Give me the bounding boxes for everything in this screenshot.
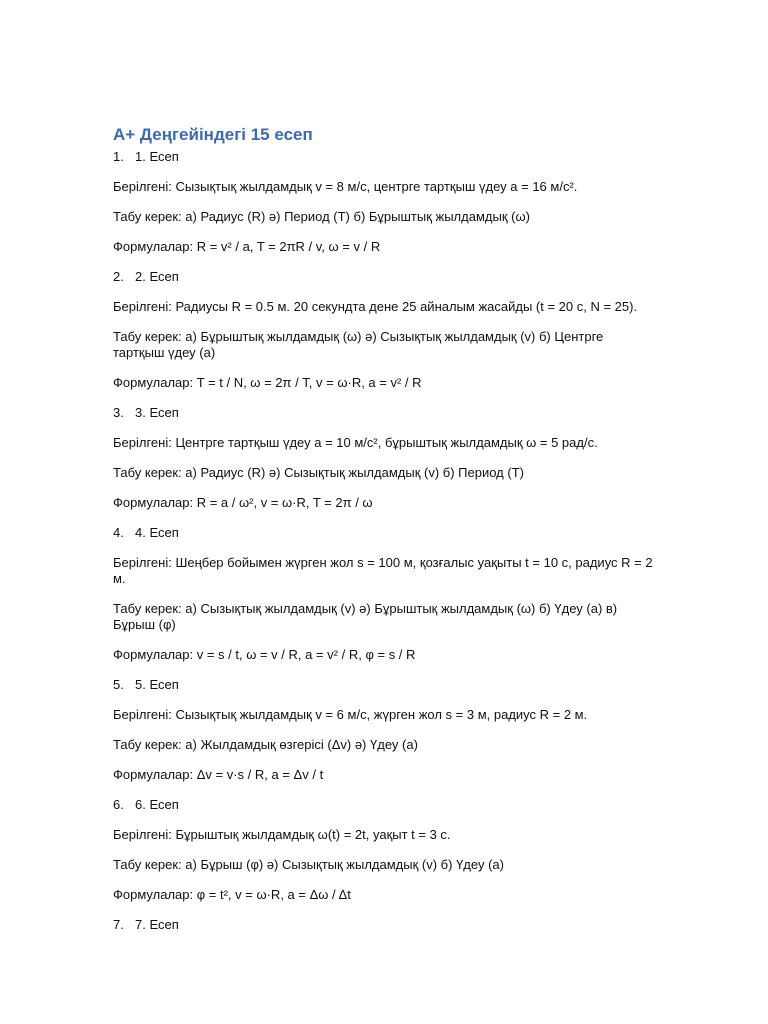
problem-heading-text: 4. Есеп bbox=[135, 525, 179, 540]
problem-6 bbox=[113, 797, 658, 903]
problem-heading bbox=[113, 917, 658, 933]
list-number: 5. bbox=[113, 677, 124, 692]
problem-heading bbox=[113, 269, 658, 285]
problem-heading-text: 2. Есеп bbox=[135, 269, 179, 284]
find-text: Табу керек: а) Бұрыш (φ) ә) Сызықтық жылдамдық (v) б) Үдеу (a) bbox=[113, 857, 504, 872]
list-number: 4. bbox=[113, 525, 124, 540]
problem-heading bbox=[113, 797, 658, 813]
find-text: Табу керек: а) Жылдамдық өзгерісі (Δv) ә) Үдеу (a) bbox=[113, 737, 418, 752]
list-number: 1. bbox=[113, 149, 124, 164]
given-text: Берілгені: Радиусы R = 0.5 м. 20 секундта дене 25 айналым жасайды (t = 20 с, N = 25). bbox=[113, 299, 638, 314]
problem-3 bbox=[113, 405, 658, 511]
given-text: Берілгені: Шеңбер бойымен жүрген жол s = 100 м, қозғалыс уақыты t = 10 с, радиус R = 2 м. bbox=[113, 555, 653, 586]
problem-heading-text: 1. Есеп bbox=[135, 149, 179, 164]
problem-7 bbox=[113, 917, 658, 933]
problem-2 bbox=[113, 269, 658, 391]
document-title: A+ Деңгейіндегі 15 есеп bbox=[113, 125, 313, 144]
problem-heading-text: 5. Есеп bbox=[135, 677, 179, 692]
formulas-text: Формулалар: R = v² / a, T = 2πR / v, ω = v / R bbox=[113, 239, 381, 254]
list-number: 7. bbox=[113, 917, 124, 932]
problem-heading bbox=[113, 677, 658, 693]
formulas-text: Формулалар: T = t / N, ω = 2π / T, v = ω·R, a = v² / R bbox=[113, 375, 422, 390]
problem-4 bbox=[113, 525, 658, 663]
problem-heading-text: 7. Есеп bbox=[135, 917, 179, 932]
list-number: 3. bbox=[113, 405, 124, 420]
given-text: Берілгені: Сызықтық жылдамдық v = 6 м/с, жүрген жол s = 3 м, радиус R = 2 м. bbox=[113, 707, 588, 722]
given-text: Берілгені: Сызықтық жылдамдық v = 8 м/с, центрге тартқыш үдеу a = 16 м/с². bbox=[113, 179, 578, 194]
formulas-text: Формулалар: R = a / ω², v = ω·R, T = 2π / ω bbox=[113, 495, 373, 510]
problem-heading bbox=[113, 405, 658, 421]
formulas-text: Формулалар: φ = t², v = ω·R, a = Δω / Δt bbox=[113, 887, 351, 902]
problem-1 bbox=[113, 149, 658, 255]
problem-heading bbox=[113, 149, 658, 165]
find-text: Табу керек: а) Радиус (R) ә) Сызықтық жылдамдық (v) б) Период (T) bbox=[113, 465, 524, 480]
given-text: Берілгені: Центрге тартқыш үдеу a = 10 м/с², бұрыштық жылдамдық ω = 5 рад/с. bbox=[113, 435, 598, 450]
problem-heading bbox=[113, 525, 658, 541]
given-text: Берілгені: Бұрыштық жылдамдық ω(t) = 2t, уақыт t = 3 с. bbox=[113, 827, 451, 842]
find-text: Табу керек: а) Радиус (R) ә) Период (T) б) Бұрыштық жылдамдық (ω) bbox=[113, 209, 530, 224]
formulas-text: Формулалар: Δv = v·s / R, a = Δv / t bbox=[113, 767, 324, 782]
find-text: Табу керек: а) Сызықтық жылдамдық (v) ә) Бұрыштық жылдамдық (ω) б) Үдеу (a) в) Бұрыш (φ) bbox=[113, 601, 618, 632]
document-page bbox=[113, 124, 658, 933]
formulas-text: Формулалар: v = s / t, ω = v / R, a = v² / R, φ = s / R bbox=[113, 647, 416, 662]
list-number: 2. bbox=[113, 269, 124, 284]
problem-heading-text: 6. Есеп bbox=[135, 797, 179, 812]
list-number: 6. bbox=[113, 797, 124, 812]
problem-heading-text: 3. Есеп bbox=[135, 405, 179, 420]
problem-5 bbox=[113, 677, 658, 783]
find-text: Табу керек: а) Бұрыштық жылдамдық (ω) ә) Сызықтық жылдамдық (v) б) Центрге тартқыш үдеу (a) bbox=[113, 329, 604, 360]
